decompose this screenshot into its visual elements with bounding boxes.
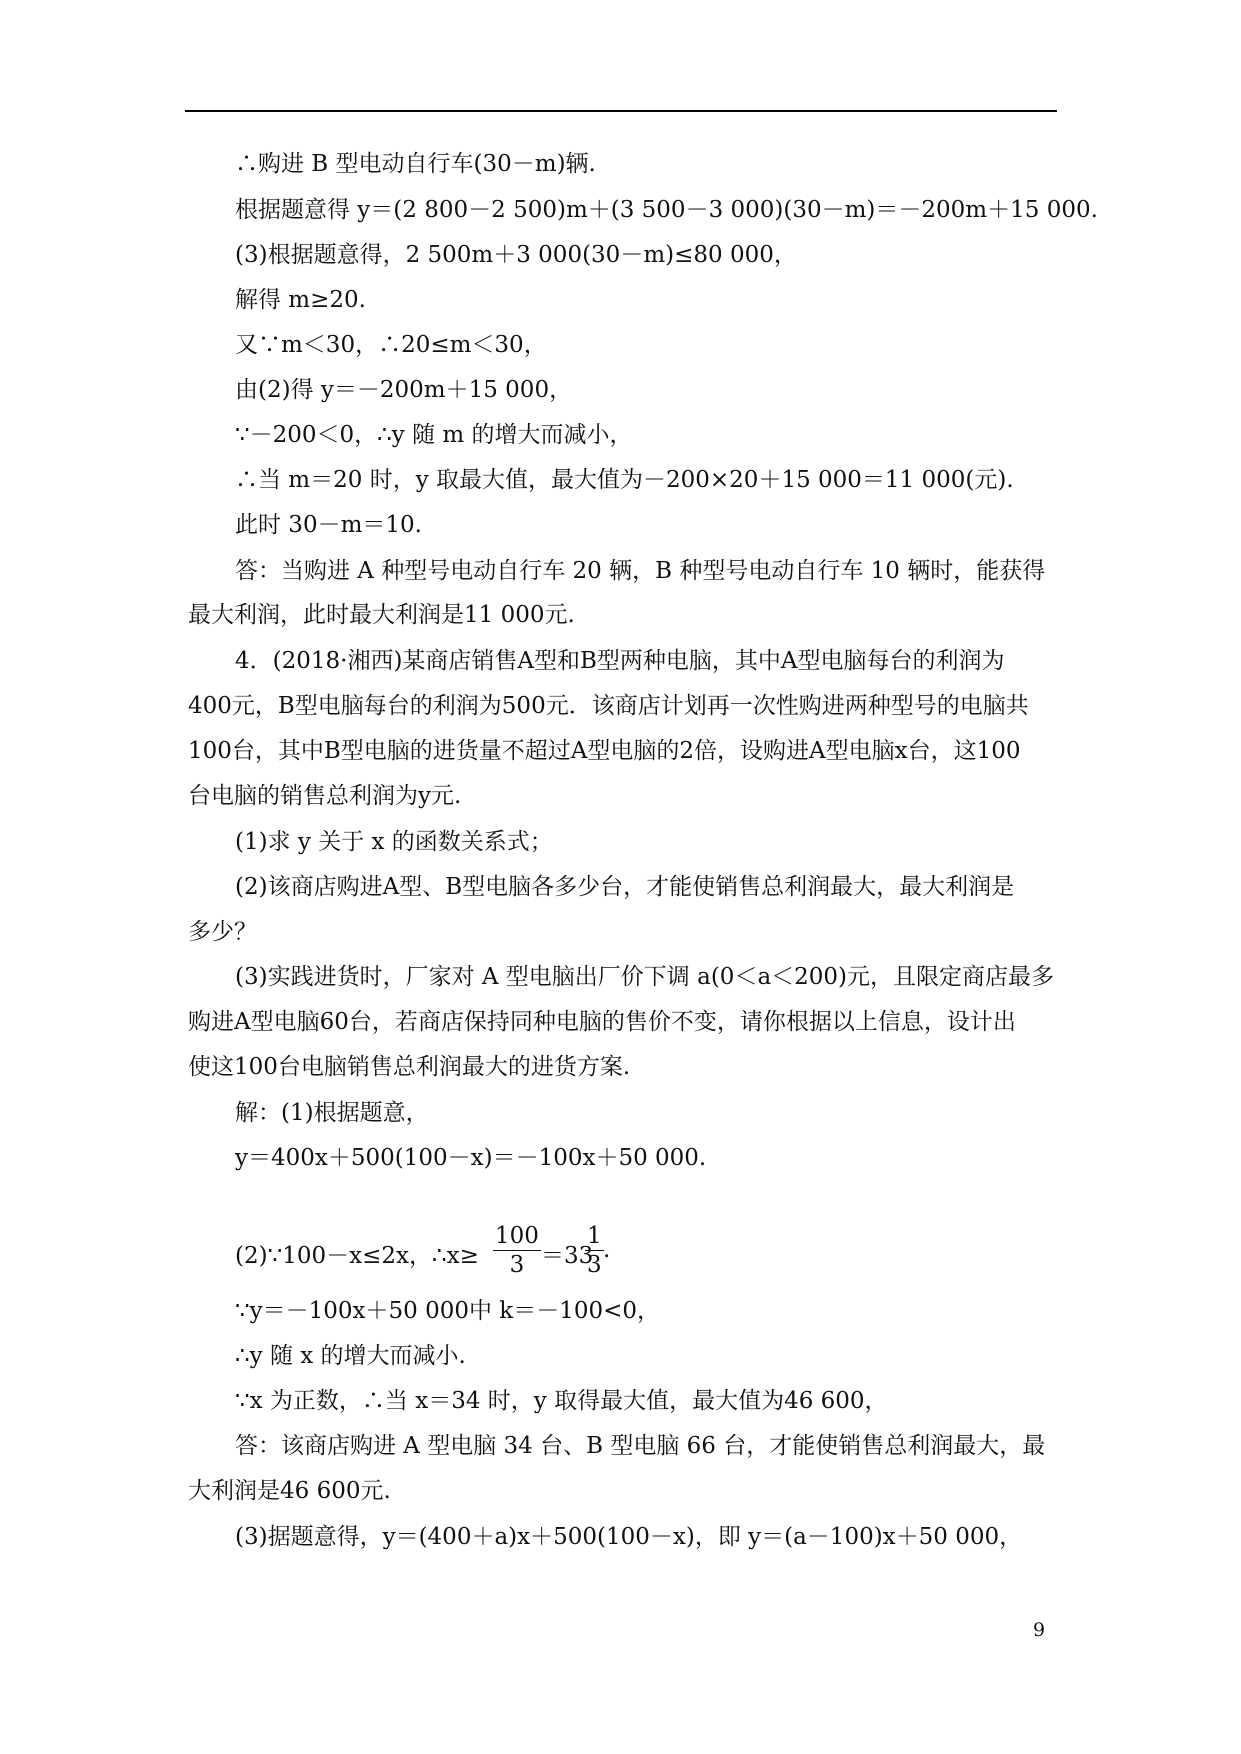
text-line: 解得 m≥20.	[235, 287, 366, 313]
text-line: 又∵m＜30，∴20≤m＜30，	[235, 332, 547, 358]
text-line: (3)根据题意得，2 500m＋3 000(30－m)≤80 000，	[235, 242, 797, 268]
solution-line: 大利润是46 600元.	[188, 1478, 391, 1504]
problem-4-part1: (1)求 y 关于 x 的函数关系式；	[235, 829, 553, 855]
solution-line: 解：(1)根据题意，	[235, 1100, 429, 1126]
fraction-100-over-3	[493, 1222, 541, 1279]
solution-line: ∵y＝－100x＋50 000中 k＝－100<0，	[235, 1298, 661, 1324]
text-line: 由(2)得 y＝－200m＋15 000，	[235, 377, 573, 403]
solution-line: 答：该商店购进 A 型电脑 34 台、B 型电脑 66 台，才能使销售总利润最大，最	[235, 1433, 1046, 1459]
problem-4-line: 400元，B型电脑每台的利润为500元．该商店计划再一次性购进两种型号的电脑共	[188, 693, 1029, 719]
solution-line: ∵x 为正数，∴当 x＝34 时，y 取得最大值，最大值为46 600，	[235, 1388, 888, 1414]
fraction-numerator: 100	[495, 1223, 539, 1249]
problem-4-part3: 使这100台电脑销售总利润最大的进货方案.	[188, 1054, 631, 1080]
problem-4-line: 4．(2018·湘西)某商店销售A型和B型两种电脑，其中A型电脑每台的利润为	[235, 648, 1005, 674]
page-number: 9	[1033, 1619, 1046, 1641]
text-line: 此时 30－m＝10.	[235, 512, 422, 538]
problem-4-part2: 多少？	[188, 919, 257, 945]
solution-line: (3)据题意得，y＝(400＋a)x＋500(100－x)，即 y＝(a－100)x＋50 000，	[235, 1524, 1023, 1550]
text-line: 根据题意得 y＝(2 800－2 500)m＋(3 500－3 000)(30－m)＝－200m＋15 000.	[235, 197, 1098, 223]
header-rule	[185, 110, 1057, 112]
problem-4-part2: (2)该商店购进A型、B型电脑各多少台，才能使销售总利润最大，最大利润是	[235, 874, 1015, 900]
problem-4-line: 台电脑的销售总利润为y元.	[188, 783, 462, 809]
text-line: 答：当购进 A 种型号电动自行车 20 辆，B 种型号电动自行车 10 辆时，能获得	[235, 558, 1046, 584]
problem-4-part3: 购进A型电脑60台，若商店保持同种电脑的售价不变，请你根据以上信息，设计出	[188, 1009, 1016, 1035]
solution-line: y＝400x＋500(100－x)＝－100x＋50 000.	[235, 1145, 707, 1171]
fraction-denominator: 3	[587, 1252, 602, 1278]
fraction-line-prefix: (2)∵100－x≤2x，∴x≥	[235, 1243, 479, 1269]
text-line: 最大利润，此时最大利润是11 000元.	[188, 602, 575, 628]
problem-4-part3: (3)实践进货时，厂家对 A 型电脑出厂价下调 a(0＜a＜200)元，且限定商店最多	[235, 964, 1055, 990]
fraction-numerator: 1	[587, 1223, 602, 1249]
fraction-denominator: 3	[509, 1252, 525, 1278]
problem-4-line: 100台，其中B型电脑的进货量不超过A型电脑的2倍，设购进A型电脑x台，这100	[188, 738, 1021, 764]
solution-line: ∴y 随 x 的增大而减小.	[235, 1343, 466, 1369]
fraction-line-period: .	[603, 1237, 611, 1263]
text-line: ∵－200＜0，∴y 随 m 的增大而减小，	[235, 422, 633, 448]
fraction-1-over-3	[585, 1222, 604, 1279]
text-line: ∴购进 B 型电动自行车(30－m)辆.	[235, 151, 596, 177]
text-line: ∴当 m＝20 时，y 取最大值，最大值为－200×20＋15 000＝11 000(元).	[235, 467, 1014, 493]
fraction-line-equals: ＝33	[541, 1243, 594, 1269]
